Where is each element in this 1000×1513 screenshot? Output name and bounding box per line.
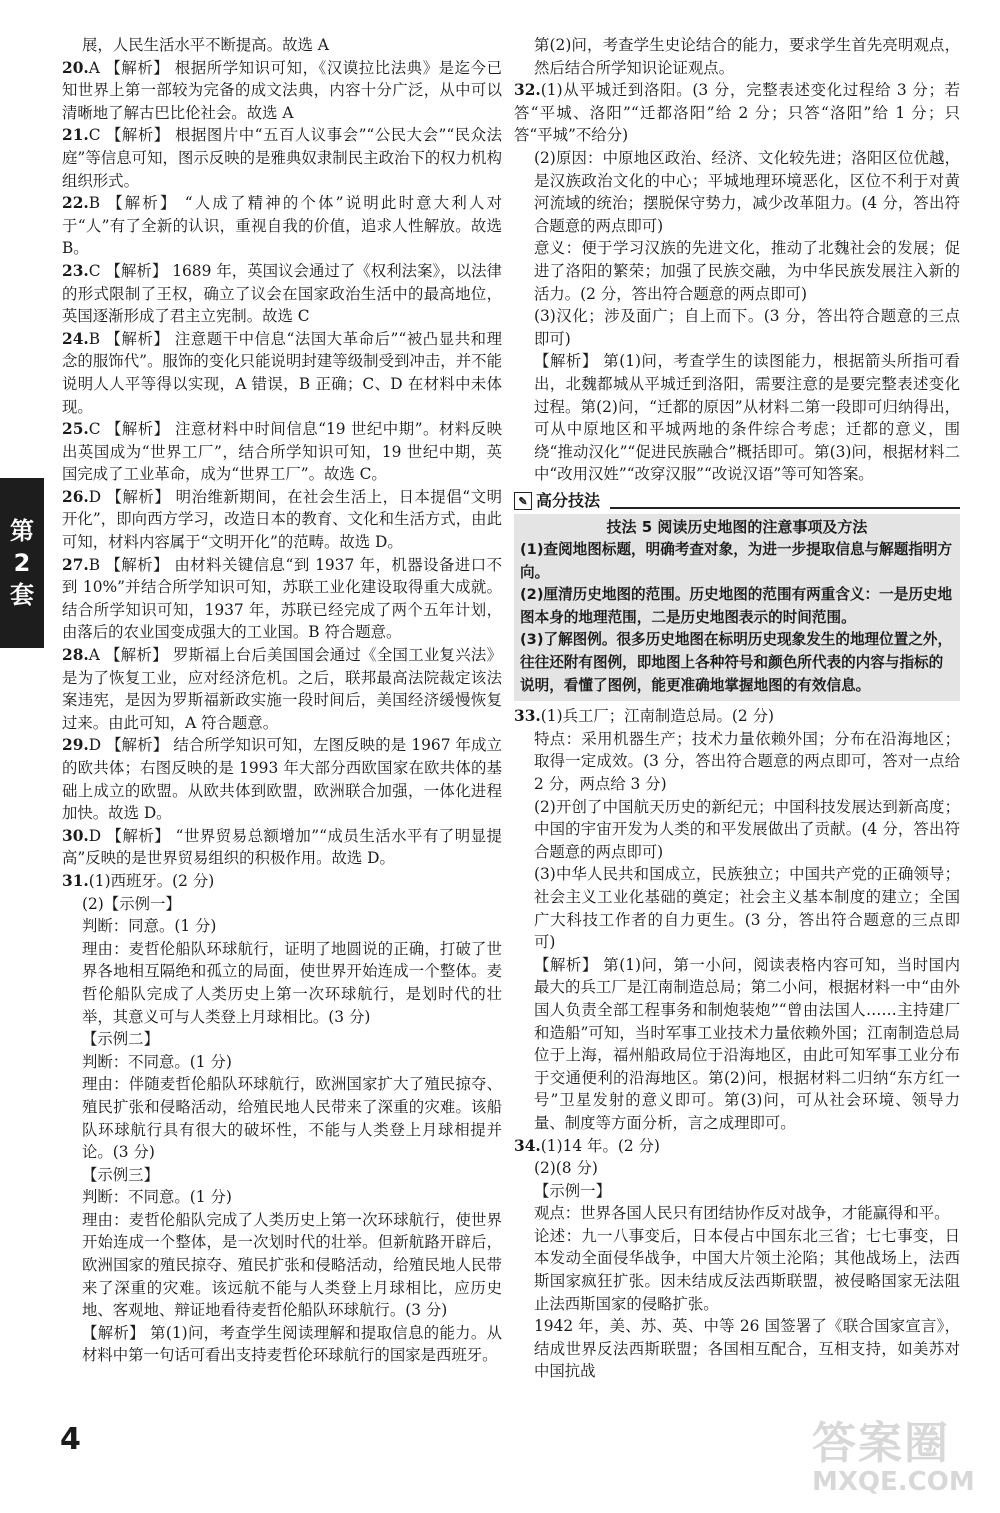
paragraph-text: (2)原因：中原地区政治、经济、文化较先进；洛阳区位优越，是汉族政治文化的中心；平城地理环境恶化，区位不利于对黄河流域的统治；摆脱保守势力，减少改革阻力。(4 分，答出符合题意的两点即可) — [534, 148, 960, 235]
question-number: 24. — [62, 329, 89, 348]
paragraph — [62, 260, 502, 328]
paragraph-text: B 【解析】 由材料关键信息“到 1937 年，机器设备进口不到 10%”并结合所学知识可知，苏联工业化建设取得重大成就。结合所学知识可知，1937 年，苏联已经完成了两个五年计划，由落后的农业国变成强大的工业国。B 符合题意。 — [62, 555, 502, 642]
paragraph — [514, 1180, 960, 1203]
tips-header-label: 高分技法 — [536, 490, 601, 510]
paragraph-text: 【解析】 第(1)问，考查学生的读图能力，根据箭头所指可看出，北魏都城从平城迁到洛阳，需要注意的是要完整表述变化过程。第(2)问，“迁都的原因”从材料二第一段即可归纳得出，可从中原地区和平城两地的条件综合考虑；迁都的意义，围绕“推动汉化”“促进民族融合”概括即可。第(3)问，根据材料二中“改用汉姓”“改穿汉服”“改说汉语”等可知答案。 — [534, 352, 960, 484]
paragraph-text: 判断：不同意。(1 分) — [82, 1052, 232, 1071]
tips-section-header — [514, 490, 960, 513]
paragraph-text: 1942 年，美、苏、英、中等 26 国签署了《联合国家宣言》，结成世界反法西斯联盟；各国相互配合，互相支持，如美苏对中国抗战 — [534, 1317, 960, 1381]
left-column — [62, 34, 502, 1367]
paragraph-text: 判断：不同意。(1 分) — [82, 1188, 232, 1207]
paragraph — [514, 1157, 960, 1180]
paragraph — [62, 915, 502, 938]
question-number: 22. — [62, 194, 89, 213]
question-number: 20. — [62, 58, 89, 77]
paragraph — [514, 728, 960, 796]
paragraph-text: B 【解析】 “人成了精神的个体”说明此时意大利人对于“人”有了全新的认识，重视自我的价值，追求人性解放。故选 B。 — [62, 194, 502, 258]
question-number: 28. — [62, 646, 89, 665]
paragraph — [514, 1135, 960, 1158]
paragraph — [62, 418, 502, 486]
paragraph — [514, 1315, 960, 1383]
question-number: 21. — [62, 126, 89, 145]
paragraph-text: (1)从平城迁到洛阳。(3 分，完整表述变化过程给 3 分；若答“平城、洛阳”“迁都洛阳”给 2 分；只答“洛阳”给 1 分；只答“平城”不给分) — [514, 81, 960, 145]
paragraph-text: 观点：世界各国人民只有团结协作反对战争，才能赢得和平。 — [534, 1204, 950, 1223]
question-number: 31. — [62, 871, 89, 890]
paragraph — [62, 34, 502, 57]
paragraph-text: 【示例一】 — [534, 1181, 611, 1200]
paragraph — [514, 705, 960, 728]
question-number: 27. — [62, 555, 89, 574]
paragraph — [62, 893, 502, 916]
paragraph-text: 意义：便于学习汉族的先进文化，推动了北魏社会的发展；促进了洛阳的繁荣；加强了民族交融，为中华民族发展注入新的活力。(2 分，答出符合题意的两点即可) — [534, 239, 960, 303]
paragraph-text: C 【解析】 1689 年，英国议会通过了《权利法案》，以法律的形式限制了王权，确立了议会在国家政治生活中的最高地位，英国逐渐形成了君主立宪制。故选 C — [62, 261, 502, 326]
paragraph-text: 【解析】 第(1)问，第一小问，阅读表格内容可知，当时国内最大的兵工厂是江南制造总局；第二小问，根据材料一中“由外国人负责全部工程事务和制炮装炮”“曾由法国人……主持建厂和造船”可知，当时军事工业技术力量依赖外国；江南制造总局位于上海，福州船政局位于沿海地区，由此可知军事工业分布于交通便利的沿海地区。第(2)问，根据材料二归纳“东方红一号”卫星发射的意义即可。第(3)问，可从社会环境、领导力量、制度等方面分析，言之成理即可。 — [534, 955, 960, 1132]
paragraph-text: 特点：采用机器生产；技术力量依赖外国；分布在沿海地区；取得一定成效。(3 分，答出符合题意的两点即可，答对一点给 2 分，两点给 3 分) — [534, 729, 960, 793]
paragraph-text: 理由：伴随麦哲伦船队环球航行，欧洲国家扩大了殖民掠夺、殖民扩张和侵略活动，给殖民地人民带来了深重的灾难。该船队环球航行具有很大的破坏性，不能与人类登上月球相提并论。(3 分) — [82, 1075, 502, 1162]
paragraph — [514, 1202, 960, 1225]
paragraph — [514, 34, 960, 79]
page-number: 4 — [60, 1422, 81, 1457]
paragraph-text: 理由：麦哲伦船队完成了人类历史上第一次环球航行，使世界开始连成一个整体，是一次划时代的壮举。但新航路开辟后，欧洲国家的殖民掠夺、殖民扩张和侵略活动，给殖民地人民带来了深重的灾难。该远航不能与人类登上月球相比，应历史地、客观地、辩证地看待麦哲伦船队环球航行。(3 分) — [82, 1210, 502, 1320]
paragraph — [62, 554, 502, 644]
paragraph-text: (2)开创了中国航天历史的新纪元；中国科技发展达到新高度；中国的宇宙开发为人类的和平发展做出了贡献。(4 分，答出符合题意的两点即可) — [534, 797, 960, 861]
paragraph — [514, 954, 960, 1135]
question-number: 26. — [62, 487, 89, 506]
header-rule — [610, 507, 960, 509]
paragraph-text: B 【解析】 注意题干中信息“法国大革命后”“被凸显共和理念的服饰代”。服饰的变化只能说明封建等级制受到冲击，并不能说明人人平等得以实现，A 错误，B 正确；C、D 在材料中未体现。 — [62, 329, 502, 416]
tip-item: (3)了解图例。很多历史地图在标明历史现象发生的地理位置之外，往往还附有图例，即地图上各种符号和颜色所代表的内容与指标的说明，看懂了图例，能更准确地掌握地图的有效信息。 — [520, 631, 953, 694]
paragraph — [62, 486, 502, 554]
paragraph-text: C 【解析】 注意材料中时间信息“19 世纪中期”。材料反映出英国成为“世界工厂”，结合所学知识可知，19 世纪中期，英国完成了工业革命，成为“世界工厂”。故选 C。 — [62, 420, 502, 484]
side-tab-char: 套 — [10, 581, 34, 609]
side-tab-char: 第 — [10, 517, 34, 545]
paragraph — [62, 938, 502, 1028]
paragraph — [62, 124, 502, 192]
paragraph — [514, 147, 960, 237]
paragraph — [62, 57, 502, 125]
paragraph — [514, 1225, 960, 1315]
paragraph — [62, 1164, 502, 1187]
paragraph-text: A 【解析】 根据所学知识可知，《汉谟拉比法典》是迄今已知世界上第一部较为完备的成文法典，内容十分广泛，从中可以清晰地了解古巴比伦社会。故选 A — [62, 58, 502, 122]
question-number: 25. — [62, 420, 89, 439]
question-number: 32. — [514, 81, 541, 100]
paragraph-text: (1)西班牙。(2 分) — [88, 871, 215, 890]
paragraph — [514, 863, 960, 953]
paragraph-text: A 【解析】 罗斯福上台后美国国会通过《全国工业复兴法》是为了恢复工业，应对经济危机。之后，联邦最高法院裁定该法案违宪，是因为罗斯福新政实施一段时间后，美国经济缓慢恢复过来。由此可知，A 符合题意。 — [62, 646, 502, 732]
paragraph — [62, 825, 502, 870]
paragraph — [62, 644, 502, 734]
paragraph-text: 理由：麦哲伦船队环球航行，证明了地圆说的正确，打破了世界各地相互隔绝和孤立的局面，使世界开始连成一个整体。麦哲伦船队完成了人类历史上第一次环球航行，是划时代的壮举，其意义可与人类登上月球相比。(3 分) — [82, 939, 502, 1026]
paragraph-text: (1)兵工厂；江南制造总局。(2 分) — [540, 707, 774, 726]
paragraph — [62, 1073, 502, 1163]
watermark-title: 答案圈 — [812, 1418, 950, 1469]
watermark-url: MXQE.COM — [812, 1467, 975, 1497]
tip-item: (1)查阅地图标题，明确考查对象，为进一步提取信息与解题指明方向。 — [520, 541, 953, 581]
paragraph-text: (1)14 年。(2 分) — [540, 1136, 660, 1155]
paragraph-text: D 【解析】 结合所学知识可知，左图反映的是 1967 年成立的欧共体；右图反映的是 1993 年大部分西欧国家在欧共体的基础上成立的欧盟。从欧共体到欧盟，欧洲联合加强，一体化进程加快。故选 D。 — [62, 736, 502, 823]
paragraph — [514, 350, 960, 486]
pencil-icon: ✎ — [514, 492, 532, 510]
paragraph-text: D 【解析】 “世界贸易总额增加”“成员生活水平有了明显提高”反映的是世界贸易组织的积极作用。故选 D。 — [62, 826, 502, 868]
right-column-top — [514, 34, 960, 486]
paragraph — [514, 79, 960, 147]
question-number: 30. — [62, 826, 89, 845]
right-column-bottom — [514, 705, 960, 1383]
paragraph — [62, 1322, 502, 1367]
paragraph-text: 【示例二】 — [82, 1030, 159, 1049]
paragraph-text: (3)中华人民共和国成立，民族独立；中国共产党的正确领导；社会主义工业化基础的奠定；社会主义基本制度的建立；全国广大科技工作者的自力更生。(3 分，答出符合题意的三点即可) — [534, 865, 960, 952]
paragraph — [62, 1186, 502, 1209]
tips-box — [514, 514, 960, 701]
question-number: 34. — [514, 1136, 541, 1155]
paragraph — [62, 870, 502, 893]
side-tab-char: 2 — [13, 549, 31, 577]
paragraph — [62, 1209, 502, 1322]
paragraph-text: 展，人民生活水平不断提高。故选 A — [82, 36, 329, 54]
paragraph-text: 第(2)问，考查学生史论结合的能力，要求学生首先亮明观点，然后结合所学知识论证观点。 — [534, 36, 960, 77]
paragraph — [62, 1051, 502, 1074]
paragraph-text: (3)汉化；涉及面广；自上而下。(3 分，答出符合题意的三点即可) — [534, 307, 960, 348]
tips-title: 技法 5 阅读历史地图的注意事项及方法 — [606, 518, 868, 537]
question-number: 23. — [62, 261, 89, 280]
set-side-tab — [0, 478, 44, 648]
paragraph — [514, 305, 960, 350]
question-number: 29. — [62, 736, 89, 755]
right-column — [514, 34, 960, 1383]
paragraph — [62, 734, 502, 824]
paragraph-text: (2)【示例一】 — [82, 894, 181, 913]
paragraph-text: D 【解析】 明治维新期间，在社会生活上，日本提倡“文明开化”，即向西方学习，改造日本的教育、文化和生活方式，由此可知，材料内容属于“文明开化”的范畴。故选 D。 — [62, 487, 502, 552]
paragraph-text: (2)(8 分) — [534, 1159, 598, 1178]
paragraph — [62, 328, 502, 418]
paragraph — [514, 237, 960, 305]
paragraph-text: C 【解析】 根据图片中“五百人议事会”“公民大会”“民众法庭”等信息可知，图示反映的是雅典奴隶制民主政治下的权力机构组织形式。 — [62, 126, 502, 190]
paragraph — [514, 796, 960, 864]
paragraph-text: 判断：同意。(1 分) — [82, 917, 217, 936]
paragraph-text: 【解析】 第(1)问，考查学生阅读理解和提取信息的能力。从材料中第一句话可看出支持麦哲伦环球航行的国家是西班牙。 — [82, 1323, 502, 1365]
paragraph-text: 【示例三】 — [82, 1165, 159, 1184]
tips-items — [520, 539, 954, 697]
watermark-logo — [812, 1420, 988, 1504]
paragraph — [62, 1028, 502, 1051]
paragraph — [62, 192, 502, 260]
paragraph-text: 论述：九一八事变后，日本侵占中国东北三省；七七事变，日本发动全面侵华战争，中国大片领土沦陷；其他战场上，法西斯国家疯狂扩张。因未结成反法西斯联盟，被侵略国家无法阻止法西斯国家的侵略扩张。 — [534, 1226, 960, 1313]
tip-item: (2)厘清历史地图的范围。历史地图的范围有两重含义：一是历史地图本身的地理范围，二是历史地图表示的时间范围。 — [520, 586, 953, 626]
question-number: 33. — [514, 707, 541, 726]
